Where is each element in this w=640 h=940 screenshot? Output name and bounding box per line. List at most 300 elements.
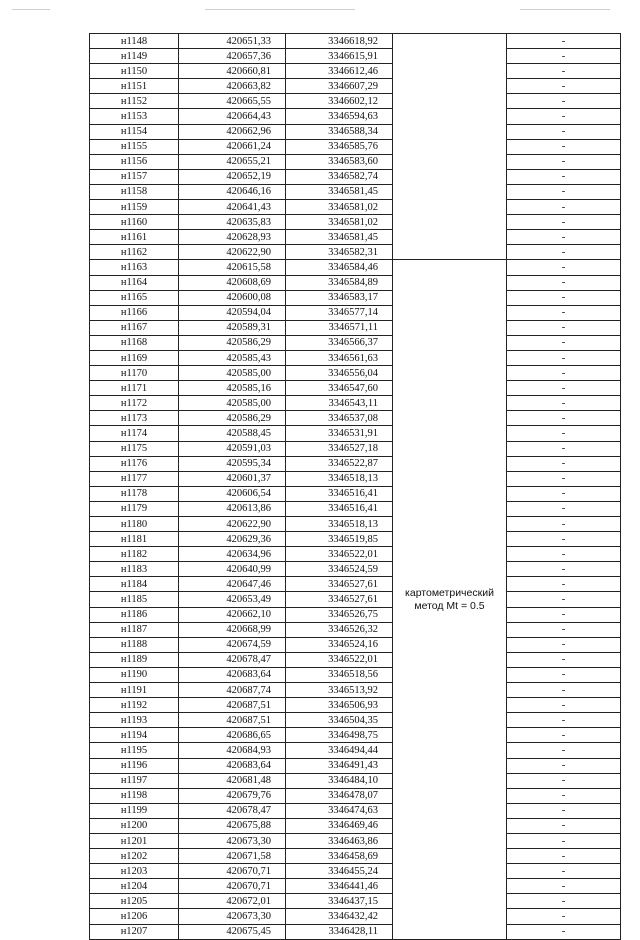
x-coordinate-cell: 420679,76 — [179, 788, 286, 803]
accuracy-cell: - — [507, 788, 621, 803]
table-row — [90, 184, 621, 199]
point-id-cell: н1178 — [90, 486, 179, 501]
accuracy-cell: - — [507, 350, 621, 365]
accuracy-cell: - — [507, 109, 621, 124]
accuracy-cell: - — [507, 728, 621, 743]
accuracy-cell: - — [507, 169, 621, 184]
accuracy-cell: - — [507, 547, 621, 562]
point-id-cell: н1163 — [90, 260, 179, 275]
y-coordinate-cell: 3346618,92 — [286, 34, 393, 49]
x-coordinate-cell: 420652,19 — [179, 169, 286, 184]
point-id-cell: н1174 — [90, 426, 179, 441]
point-id-cell: н1150 — [90, 64, 179, 79]
x-coordinate-cell: 420665,55 — [179, 94, 286, 109]
x-coordinate-cell: 420589,31 — [179, 320, 286, 335]
y-coordinate-cell: 3346583,60 — [286, 154, 393, 169]
y-coordinate-cell: 3346547,60 — [286, 381, 393, 396]
table-row — [90, 532, 621, 547]
table-row — [90, 441, 621, 456]
table-row — [90, 577, 621, 592]
x-coordinate-cell: 420622,90 — [179, 517, 286, 532]
table-row — [90, 290, 621, 305]
accuracy-cell: - — [507, 79, 621, 94]
x-coordinate-cell: 420634,96 — [179, 547, 286, 562]
x-coordinate-cell: 420674,59 — [179, 637, 286, 652]
accuracy-cell: - — [507, 683, 621, 698]
x-coordinate-cell: 420681,48 — [179, 773, 286, 788]
accuracy-cell: - — [507, 652, 621, 667]
x-coordinate-cell: 420646,16 — [179, 184, 286, 199]
table-row — [90, 652, 621, 667]
point-id-cell: н1175 — [90, 441, 179, 456]
x-coordinate-cell: 420641,43 — [179, 200, 286, 215]
point-id-cell: н1203 — [90, 864, 179, 879]
table-row — [90, 139, 621, 154]
table-row — [90, 169, 621, 184]
y-coordinate-cell: 3346518,56 — [286, 667, 393, 682]
y-coordinate-cell: 3346522,01 — [286, 547, 393, 562]
table-row — [90, 894, 621, 909]
table-row — [90, 109, 621, 124]
table-row — [90, 713, 621, 728]
y-coordinate-cell: 3346602,12 — [286, 94, 393, 109]
table-row — [90, 698, 621, 713]
accuracy-cell: - — [507, 305, 621, 320]
y-coordinate-cell: 3346498,75 — [286, 728, 393, 743]
y-coordinate-cell: 3346527,61 — [286, 592, 393, 607]
y-coordinate-cell: 3346524,16 — [286, 637, 393, 652]
y-coordinate-cell: 3346519,85 — [286, 532, 393, 547]
y-coordinate-cell: 3346504,35 — [286, 713, 393, 728]
table-row — [90, 471, 621, 486]
x-coordinate-cell: 420591,03 — [179, 441, 286, 456]
y-coordinate-cell: 3346437,15 — [286, 894, 393, 909]
y-coordinate-cell: 3346588,34 — [286, 124, 393, 139]
table-row — [90, 230, 621, 245]
table-row — [90, 833, 621, 848]
y-coordinate-cell: 3346537,08 — [286, 411, 393, 426]
point-id-cell: н1179 — [90, 501, 179, 516]
point-id-cell: н1184 — [90, 577, 179, 592]
accuracy-cell: - — [507, 758, 621, 773]
accuracy-cell: - — [507, 879, 621, 894]
x-coordinate-cell: 420660,81 — [179, 64, 286, 79]
y-coordinate-cell: 3346474,63 — [286, 803, 393, 818]
table-row — [90, 154, 621, 169]
accuracy-cell: - — [507, 517, 621, 532]
y-coordinate-cell: 3346577,14 — [286, 305, 393, 320]
x-coordinate-cell: 420687,74 — [179, 683, 286, 698]
x-coordinate-cell: 420585,43 — [179, 350, 286, 365]
accuracy-cell: - — [507, 607, 621, 622]
x-coordinate-cell: 420613,86 — [179, 501, 286, 516]
x-coordinate-cell: 420675,45 — [179, 924, 286, 939]
y-coordinate-cell: 3346556,04 — [286, 366, 393, 381]
y-coordinate-cell: 3346518,13 — [286, 517, 393, 532]
x-coordinate-cell: 420606,54 — [179, 486, 286, 501]
x-coordinate-cell: 420668,99 — [179, 622, 286, 637]
x-coordinate-cell: 420622,90 — [179, 245, 286, 260]
point-id-cell: н1183 — [90, 562, 179, 577]
y-coordinate-cell: 3346594,63 — [286, 109, 393, 124]
accuracy-cell: - — [507, 924, 621, 939]
y-coordinate-cell: 3346612,46 — [286, 64, 393, 79]
x-coordinate-cell: 420662,10 — [179, 607, 286, 622]
accuracy-cell: - — [507, 894, 621, 909]
x-coordinate-cell: 420687,51 — [179, 698, 286, 713]
x-coordinate-cell: 420585,16 — [179, 381, 286, 396]
point-id-cell: н1187 — [90, 622, 179, 637]
point-id-cell: н1198 — [90, 788, 179, 803]
y-coordinate-cell: 3346566,37 — [286, 335, 393, 350]
point-id-cell: н1181 — [90, 532, 179, 547]
y-coordinate-cell: 3346571,11 — [286, 320, 393, 335]
y-coordinate-cell: 3346484,10 — [286, 773, 393, 788]
y-coordinate-cell: 3346463,86 — [286, 833, 393, 848]
y-coordinate-cell: 3346428,11 — [286, 924, 393, 939]
y-coordinate-cell: 3346582,74 — [286, 169, 393, 184]
coordinates-table-body — [90, 34, 621, 940]
table-row — [90, 245, 621, 260]
y-coordinate-cell: 3346522,01 — [286, 652, 393, 667]
accuracy-cell: - — [507, 154, 621, 169]
method-cell-empty — [393, 34, 507, 260]
point-id-cell: н1206 — [90, 909, 179, 924]
table-row — [90, 773, 621, 788]
table-row — [90, 124, 621, 139]
table-row — [90, 426, 621, 441]
table-row — [90, 200, 621, 215]
x-coordinate-cell: 420586,29 — [179, 335, 286, 350]
x-coordinate-cell: 420588,45 — [179, 426, 286, 441]
y-coordinate-cell: 3346518,13 — [286, 471, 393, 486]
point-id-cell: н1162 — [90, 245, 179, 260]
y-coordinate-cell: 3346526,32 — [286, 622, 393, 637]
point-id-cell: н1171 — [90, 381, 179, 396]
y-coordinate-cell: 3346513,92 — [286, 683, 393, 698]
table-row — [90, 818, 621, 833]
accuracy-cell: - — [507, 713, 621, 728]
accuracy-cell: - — [507, 215, 621, 230]
accuracy-cell: - — [507, 698, 621, 713]
table-row — [90, 320, 621, 335]
point-id-cell: н1148 — [90, 34, 179, 49]
x-coordinate-cell: 420647,46 — [179, 577, 286, 592]
point-id-cell: н1173 — [90, 411, 179, 426]
x-coordinate-cell: 420585,00 — [179, 366, 286, 381]
x-coordinate-cell: 420673,30 — [179, 909, 286, 924]
point-id-cell: н1166 — [90, 305, 179, 320]
table-row — [90, 879, 621, 894]
accuracy-cell: - — [507, 275, 621, 290]
point-id-cell: н1169 — [90, 350, 179, 365]
accuracy-cell: - — [507, 260, 621, 275]
point-id-cell: н1193 — [90, 713, 179, 728]
y-coordinate-cell: 3346581,45 — [286, 184, 393, 199]
table-row — [90, 64, 621, 79]
accuracy-cell: - — [507, 864, 621, 879]
point-id-cell: н1154 — [90, 124, 179, 139]
point-id-cell: н1185 — [90, 592, 179, 607]
x-coordinate-cell: 420657,36 — [179, 49, 286, 64]
accuracy-cell: - — [507, 381, 621, 396]
table-row — [90, 803, 621, 818]
y-coordinate-cell: 3346581,45 — [286, 230, 393, 245]
y-coordinate-cell: 3346491,43 — [286, 758, 393, 773]
x-coordinate-cell: 420585,00 — [179, 396, 286, 411]
point-id-cell: н1192 — [90, 698, 179, 713]
x-coordinate-cell: 420687,51 — [179, 713, 286, 728]
accuracy-cell: - — [507, 592, 621, 607]
y-coordinate-cell: 3346478,07 — [286, 788, 393, 803]
accuracy-cell: - — [507, 230, 621, 245]
point-id-cell: н1157 — [90, 169, 179, 184]
x-coordinate-cell: 420672,01 — [179, 894, 286, 909]
point-id-cell: н1176 — [90, 456, 179, 471]
point-id-cell: н1204 — [90, 879, 179, 894]
table-row — [90, 350, 621, 365]
accuracy-cell: - — [507, 833, 621, 848]
table-row — [90, 607, 621, 622]
point-id-cell: н1194 — [90, 728, 179, 743]
y-coordinate-cell: 3346582,31 — [286, 245, 393, 260]
x-coordinate-cell: 420664,43 — [179, 109, 286, 124]
x-coordinate-cell: 420629,36 — [179, 532, 286, 547]
table-row — [90, 501, 621, 516]
table-row — [90, 864, 621, 879]
accuracy-cell: - — [507, 532, 621, 547]
point-id-cell: н1158 — [90, 184, 179, 199]
x-coordinate-cell: 420662,96 — [179, 124, 286, 139]
point-id-cell: н1202 — [90, 849, 179, 864]
y-coordinate-cell: 3346441,46 — [286, 879, 393, 894]
x-coordinate-cell: 420683,64 — [179, 667, 286, 682]
point-id-cell: н1177 — [90, 471, 179, 486]
point-id-cell: н1170 — [90, 366, 179, 381]
table-row — [90, 728, 621, 743]
accuracy-cell: - — [507, 366, 621, 381]
x-coordinate-cell: 420663,82 — [179, 79, 286, 94]
y-coordinate-cell: 3346506,93 — [286, 698, 393, 713]
table-row — [90, 592, 621, 607]
point-id-cell: н1165 — [90, 290, 179, 305]
x-coordinate-cell: 420615,58 — [179, 260, 286, 275]
point-id-cell: н1172 — [90, 396, 179, 411]
accuracy-cell: - — [507, 622, 621, 637]
accuracy-cell: - — [507, 290, 621, 305]
table-row — [90, 335, 621, 350]
x-coordinate-cell: 420671,58 — [179, 849, 286, 864]
accuracy-cell: - — [507, 335, 621, 350]
table-row — [90, 909, 621, 924]
y-coordinate-cell: 3346469,46 — [286, 818, 393, 833]
table-row — [90, 94, 621, 109]
x-coordinate-cell: 420635,83 — [179, 215, 286, 230]
y-coordinate-cell: 3346585,76 — [286, 139, 393, 154]
point-id-cell: н1168 — [90, 335, 179, 350]
table-row — [90, 924, 621, 939]
accuracy-cell: - — [507, 486, 621, 501]
y-coordinate-cell: 3346527,61 — [286, 577, 393, 592]
accuracy-cell: - — [507, 49, 621, 64]
x-coordinate-cell: 420640,99 — [179, 562, 286, 577]
table-row — [90, 381, 621, 396]
table-row — [90, 683, 621, 698]
point-id-cell: н1155 — [90, 139, 179, 154]
x-coordinate-cell: 420595,34 — [179, 456, 286, 471]
point-id-cell: н1159 — [90, 200, 179, 215]
y-coordinate-cell: 3346494,44 — [286, 743, 393, 758]
table-row — [90, 411, 621, 426]
x-coordinate-cell: 420651,33 — [179, 34, 286, 49]
accuracy-cell: - — [507, 849, 621, 864]
table-row — [90, 396, 621, 411]
accuracy-cell: - — [507, 426, 621, 441]
x-coordinate-cell: 420678,47 — [179, 803, 286, 818]
accuracy-cell: - — [507, 667, 621, 682]
x-coordinate-cell: 420683,64 — [179, 758, 286, 773]
x-coordinate-cell: 420673,30 — [179, 833, 286, 848]
point-id-cell: н1160 — [90, 215, 179, 230]
point-id-cell: н1195 — [90, 743, 179, 758]
accuracy-cell: - — [507, 320, 621, 335]
y-coordinate-cell: 3346531,91 — [286, 426, 393, 441]
y-coordinate-cell: 3346516,41 — [286, 486, 393, 501]
coordinates-table — [89, 33, 621, 940]
y-coordinate-cell: 3346607,29 — [286, 79, 393, 94]
point-id-cell: н1190 — [90, 667, 179, 682]
y-coordinate-cell: 3346527,18 — [286, 441, 393, 456]
accuracy-cell: - — [507, 245, 621, 260]
y-coordinate-cell: 3346584,89 — [286, 275, 393, 290]
point-id-cell: н1180 — [90, 517, 179, 532]
method-cell: картометрический метод Mt = 0.5 — [393, 260, 507, 939]
accuracy-cell: - — [507, 818, 621, 833]
accuracy-cell: - — [507, 456, 621, 471]
point-id-cell: н1152 — [90, 94, 179, 109]
point-id-cell: н1161 — [90, 230, 179, 245]
y-coordinate-cell: 3346583,17 — [286, 290, 393, 305]
y-coordinate-cell: 3346522,87 — [286, 456, 393, 471]
y-coordinate-cell: 3346524,59 — [286, 562, 393, 577]
table-row — [90, 637, 621, 652]
accuracy-cell: - — [507, 743, 621, 758]
accuracy-cell: - — [507, 909, 621, 924]
x-coordinate-cell: 420655,21 — [179, 154, 286, 169]
accuracy-cell: - — [507, 411, 621, 426]
x-coordinate-cell: 420601,37 — [179, 471, 286, 486]
y-coordinate-cell: 3346526,75 — [286, 607, 393, 622]
table-row — [90, 517, 621, 532]
point-id-cell: н1197 — [90, 773, 179, 788]
point-id-cell: н1186 — [90, 607, 179, 622]
x-coordinate-cell: 420594,04 — [179, 305, 286, 320]
table-row — [90, 305, 621, 320]
point-id-cell: н1196 — [90, 758, 179, 773]
accuracy-cell: - — [507, 396, 621, 411]
point-id-cell: н1149 — [90, 49, 179, 64]
table-row — [90, 758, 621, 773]
accuracy-cell: - — [507, 637, 621, 652]
y-coordinate-cell: 3346455,24 — [286, 864, 393, 879]
table-row — [90, 260, 621, 275]
scan-header-noise — [0, 0, 640, 20]
accuracy-cell: - — [507, 124, 621, 139]
point-id-cell: н1200 — [90, 818, 179, 833]
point-id-cell: н1167 — [90, 320, 179, 335]
table-row — [90, 547, 621, 562]
point-id-cell: н1153 — [90, 109, 179, 124]
table-row — [90, 366, 621, 381]
point-id-cell: н1164 — [90, 275, 179, 290]
table-row — [90, 788, 621, 803]
accuracy-cell: - — [507, 577, 621, 592]
table-row — [90, 79, 621, 94]
x-coordinate-cell: 420670,71 — [179, 864, 286, 879]
table-row — [90, 456, 621, 471]
accuracy-cell: - — [507, 441, 621, 456]
x-coordinate-cell: 420608,69 — [179, 275, 286, 290]
y-coordinate-cell: 3346584,46 — [286, 260, 393, 275]
accuracy-cell: - — [507, 64, 621, 79]
point-id-cell: н1207 — [90, 924, 179, 939]
accuracy-cell: - — [507, 139, 621, 154]
y-coordinate-cell: 3346516,41 — [286, 501, 393, 516]
x-coordinate-cell: 420586,29 — [179, 411, 286, 426]
point-id-cell: н1199 — [90, 803, 179, 818]
accuracy-cell: - — [507, 562, 621, 577]
accuracy-cell: - — [507, 471, 621, 486]
x-coordinate-cell: 420675,88 — [179, 818, 286, 833]
y-coordinate-cell: 3346561,63 — [286, 350, 393, 365]
x-coordinate-cell: 420661,24 — [179, 139, 286, 154]
y-coordinate-cell: 3346581,02 — [286, 200, 393, 215]
x-coordinate-cell: 420600,08 — [179, 290, 286, 305]
accuracy-cell: - — [507, 501, 621, 516]
accuracy-cell: - — [507, 200, 621, 215]
y-coordinate-cell: 3346458,69 — [286, 849, 393, 864]
point-id-cell: н1182 — [90, 547, 179, 562]
table-row — [90, 849, 621, 864]
accuracy-cell: - — [507, 94, 621, 109]
point-id-cell: н1205 — [90, 894, 179, 909]
point-id-cell: н1156 — [90, 154, 179, 169]
y-coordinate-cell: 3346432,42 — [286, 909, 393, 924]
y-coordinate-cell: 3346615,91 — [286, 49, 393, 64]
x-coordinate-cell: 420670,71 — [179, 879, 286, 894]
y-coordinate-cell: 3346581,02 — [286, 215, 393, 230]
point-id-cell: н1201 — [90, 833, 179, 848]
x-coordinate-cell: 420653,49 — [179, 592, 286, 607]
table-row — [90, 34, 621, 49]
accuracy-cell: - — [507, 34, 621, 49]
point-id-cell: н1189 — [90, 652, 179, 667]
x-coordinate-cell: 420678,47 — [179, 652, 286, 667]
table-row — [90, 667, 621, 682]
accuracy-cell: - — [507, 803, 621, 818]
point-id-cell: н1191 — [90, 683, 179, 698]
table-row — [90, 275, 621, 290]
table-row — [90, 622, 621, 637]
table-row — [90, 49, 621, 64]
table-row — [90, 562, 621, 577]
accuracy-cell: - — [507, 773, 621, 788]
table-row — [90, 743, 621, 758]
y-coordinate-cell: 3346543,11 — [286, 396, 393, 411]
point-id-cell: н1151 — [90, 79, 179, 94]
point-id-cell: н1188 — [90, 637, 179, 652]
x-coordinate-cell: 420684,93 — [179, 743, 286, 758]
